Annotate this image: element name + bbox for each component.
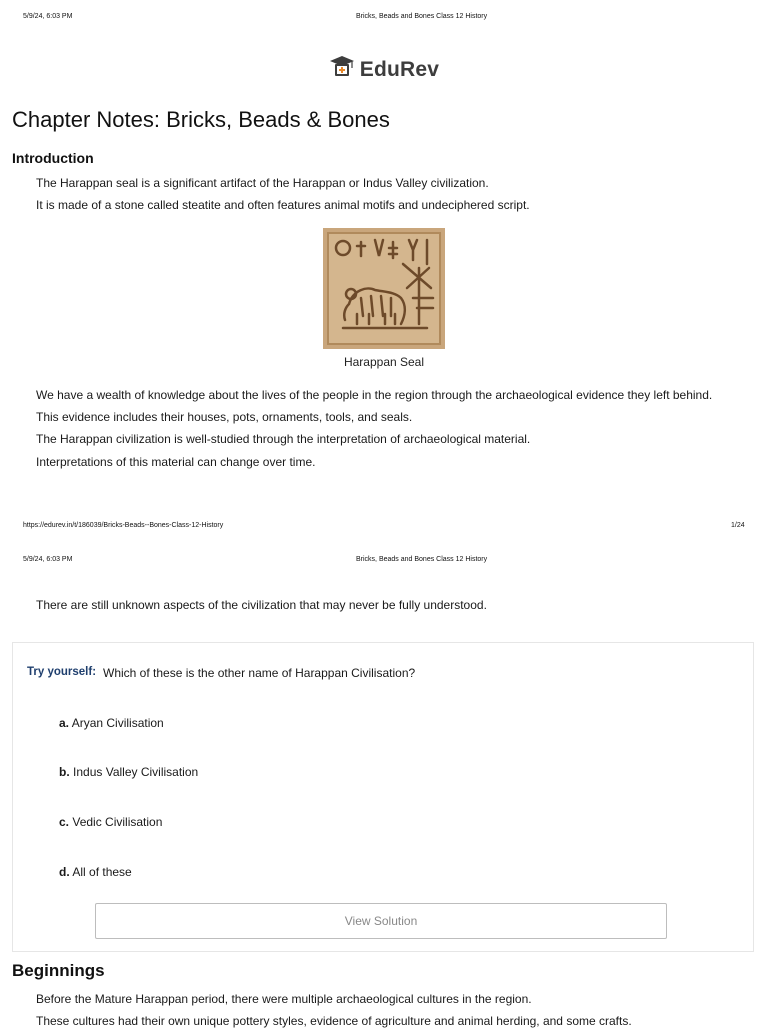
quiz-option-c[interactable] <box>59 815 162 829</box>
paragraph-line: Interpretations of this material can change over time. <box>36 455 316 469</box>
paragraph-line: The Harappan civilization is well-studied through the interpretation of archaeological material. <box>36 432 531 446</box>
option-text: All of these <box>72 865 132 879</box>
page-title: Chapter Notes: Bricks, Beads & Bones <box>12 107 390 132</box>
paragraph-line: There are still unknown aspects of the civilization that may never be fully understood. <box>36 598 487 612</box>
harappan-seal-image <box>323 228 445 349</box>
quiz-option-a[interactable] <box>59 716 164 730</box>
paragraph-line: These cultures had their own unique pottery styles, evidence of agriculture and animal herding, and some crafts. <box>36 1014 632 1028</box>
option-text: Indus Valley Civilisation <box>73 765 199 779</box>
print-page-number: 1/24 <box>731 522 745 529</box>
print-datetime: 5/9/24, 6:03 PM <box>23 13 73 20</box>
logo-text: EduRev <box>359 57 440 81</box>
graduation-cap-icon <box>329 54 355 85</box>
paragraph-line: We have a wealth of knowledge about the lives of the people in the region through the archaeological evidence they left behind. <box>36 388 713 402</box>
introduction-heading: Introduction <box>12 150 94 166</box>
print-title: Bricks, Beads and Bones Class 12 History <box>356 556 488 563</box>
print-title: Bricks, Beads and Bones Class 12 History <box>356 13 488 20</box>
paragraph-line: It is made of a stone called steatite and often features animal motifs and undeciphered script. <box>36 198 530 212</box>
paragraph-line: This evidence includes their houses, pots, ornaments, tools, and seals. <box>36 410 413 424</box>
beginnings-heading: Beginnings <box>12 961 105 980</box>
option-letter: c. <box>59 815 70 829</box>
view-solution-button[interactable]: View Solution <box>95 903 667 939</box>
option-letter: d. <box>59 865 70 879</box>
option-text: Aryan Civilisation <box>71 716 164 730</box>
option-letter: b. <box>59 765 70 779</box>
print-url: https://edurev.in/t/186039/Bricks-Beads--Bones-Class-12-History <box>23 522 224 529</box>
image-caption: Harappan Seal <box>343 355 425 369</box>
quiz-option-d[interactable] <box>59 865 132 879</box>
try-yourself-label: Try yourself: <box>27 666 97 678</box>
option-text: Vedic Civilisation <box>72 815 163 829</box>
quiz-option-b[interactable] <box>59 765 198 779</box>
quiz-question: Which of these is the other name of Harappan Civilisation? <box>103 666 416 680</box>
paragraph-line: Before the Mature Harappan period, there were multiple archaeological cultures in the region. <box>36 992 532 1006</box>
print-datetime: 5/9/24, 6:03 PM <box>23 556 73 563</box>
try-yourself-quiz <box>12 642 754 952</box>
option-letter: a. <box>59 716 70 730</box>
paragraph-line: The Harappan seal is a significant artifact of the Harappan or Indus Valley civilization. <box>36 176 489 190</box>
edurev-logo[interactable] <box>0 54 768 85</box>
